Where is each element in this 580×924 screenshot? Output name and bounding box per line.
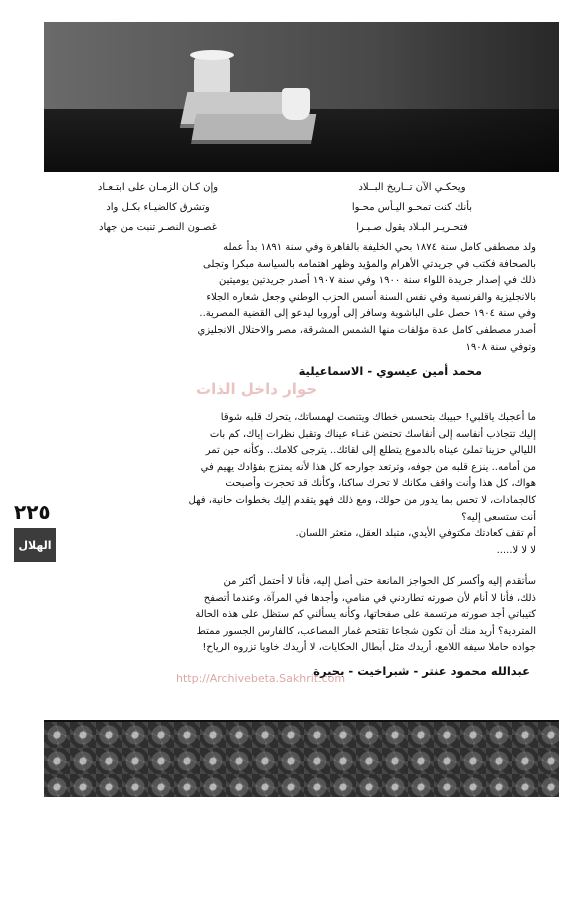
- dialogue-line: ما أعجبك ياقلبي! حبيبك بتحسس خطاك ويتنصت لهمساتك، يتحرك قلبه شوقا: [220, 412, 536, 423]
- poem-verse: [48, 198, 522, 218]
- magazine-logo: الهلال: [14, 528, 56, 562]
- dialogue-text: [48, 574, 536, 657]
- bio-line: وتوفي سنة ١٩٠٨: [465, 341, 536, 353]
- poem-hemistich: ويحكـي الآن تــاريخ البــلاد: [358, 182, 466, 193]
- dialogue-line: الليالي حزينا تملئ عيناه بالدموع يتطلع إلى لقائك.. يترجى كلامك.. وكأنه حين تمر: [205, 445, 536, 457]
- bio-line: بالصحافة فكتب في جريدتي الأهرام والمؤيد وظهر اهتمامه بالسياسة مبكرا وتجلى: [203, 258, 536, 270]
- bio-line: ولد مصطفى كامل سنة ١٨٧٤ بحي الخليفة بالقاهرة وفي سنة ١٨٩١ بدأ عمله: [223, 242, 536, 253]
- dialogue-line: إليك تتجاذب أنفاسه إلى أنفاسك تحتضن غنـاء عيناك وتقبل نظرات إياك، كم بات: [209, 428, 536, 440]
- author-signature: محمد أمين عيسوي - الاسماعيلية: [298, 364, 482, 378]
- poem-hemistich: وتشرق كالضيـاء بكـل واد: [106, 202, 210, 213]
- bio-paragraph: [48, 240, 536, 356]
- dialogue-text: [48, 410, 536, 559]
- bio-line: ذلك في إصدار جريدة اللواء سنة ١٩٠٠ وفي سنة ١٩٠٧ أصدر جريدتين يوميتين: [219, 275, 536, 287]
- page-number: ٢٢٥: [14, 500, 51, 524]
- section-title: حوار داخل الذات: [196, 380, 318, 398]
- dialogue-line: من أمامه.. ينزع قلبه من جوفه، وترتعد جوارحه كل هذا لأنه يمتزج بفؤادك يهيم في: [200, 461, 536, 473]
- dialogue-line: كالجمادات، لا تحس بما يدور من حولك، ومع ذلك فهو يتقدم إليك بخطوات حانية، فهل: [188, 494, 536, 506]
- bio-line: وفي سنة ١٩٠٤ حصل على الباشوية وسافر إلى أوروبا ليدعو إلى القضية المصرية..: [199, 308, 536, 320]
- dialogue-line: أنت ستسعى إليه؟: [461, 511, 536, 523]
- poem-verse: [48, 178, 522, 198]
- decorative-border: [44, 720, 559, 797]
- poem-hemistich: فتحـريـر البـلاد يقول صـبـرا: [356, 222, 468, 233]
- photo-shadow: [374, 22, 559, 172]
- bio-line: أصدر مصطفى كامل عدة مؤلفات منها الشمس المشرقة، مصر والاحتلال الانجليزي: [197, 324, 536, 336]
- dialogue-line: سأتقدم إليه وأكسر كل الحواجز المانعة حتى أصل إليه، فأنا لا أحتمل أكثر من: [223, 576, 536, 587]
- dialogue-line: لا لا لا.....: [496, 544, 536, 556]
- author-signature: عبدالله محمود عنتر - شبراخيت - بحيرة: [313, 664, 530, 678]
- header-photo: [44, 22, 559, 172]
- poem: [48, 178, 522, 238]
- dialogue-line: كتيباتي أجد صورته مرتسمة على صفحاتها، وكأنه يسألني كم ستظل على هذه الحالة: [195, 609, 536, 621]
- dialogue-line: هواك، كل هذا وأنت واقف مكانك لا تحرك ساكنا، وكأنك قد تحجرت وأصبحت: [225, 478, 536, 490]
- bio-line: بالانجليزية والفرنسية وفي نفس السنة أسس الحزب الوطني وجعل شعاره الجلاء: [206, 291, 536, 303]
- dialogue-line: ذلك، فأنا لا أنام لأن صورته تطاردني في منامي، وأجدها في المرآة، وعندما أتصفح: [203, 592, 536, 604]
- dialogue-line: جواده حاملا سيفه اللامع، أريدك مثل أبطال الحكايات، لا أريدك خاويا تزروه الرياح!: [202, 642, 536, 654]
- poem-verse: [48, 218, 522, 238]
- dialogue-line: المتردية؟ أريد منك أن تكون شجاعا تقتحم غمار المصاعب، كالفارس الجسور ممتط: [196, 625, 536, 637]
- photo-vase: [194, 56, 230, 96]
- watermark-url: http://Archivebeta.Sakhrit.com: [176, 672, 346, 685]
- poem-hemistich: غصـون النصـر تنبت من جهاد: [99, 222, 217, 233]
- dialogue-line: أم تقف كعادتك مكتوفي الأيدي، متبلد العقل، متعثر اللسان.: [295, 528, 536, 540]
- photo-cup: [282, 88, 310, 120]
- poem-hemistich: وإن كـان الزمـان على ابتـعـاد: [97, 182, 219, 193]
- poem-hemistich: بأنك كنت تمحـو اليـأس محـوا: [351, 202, 473, 213]
